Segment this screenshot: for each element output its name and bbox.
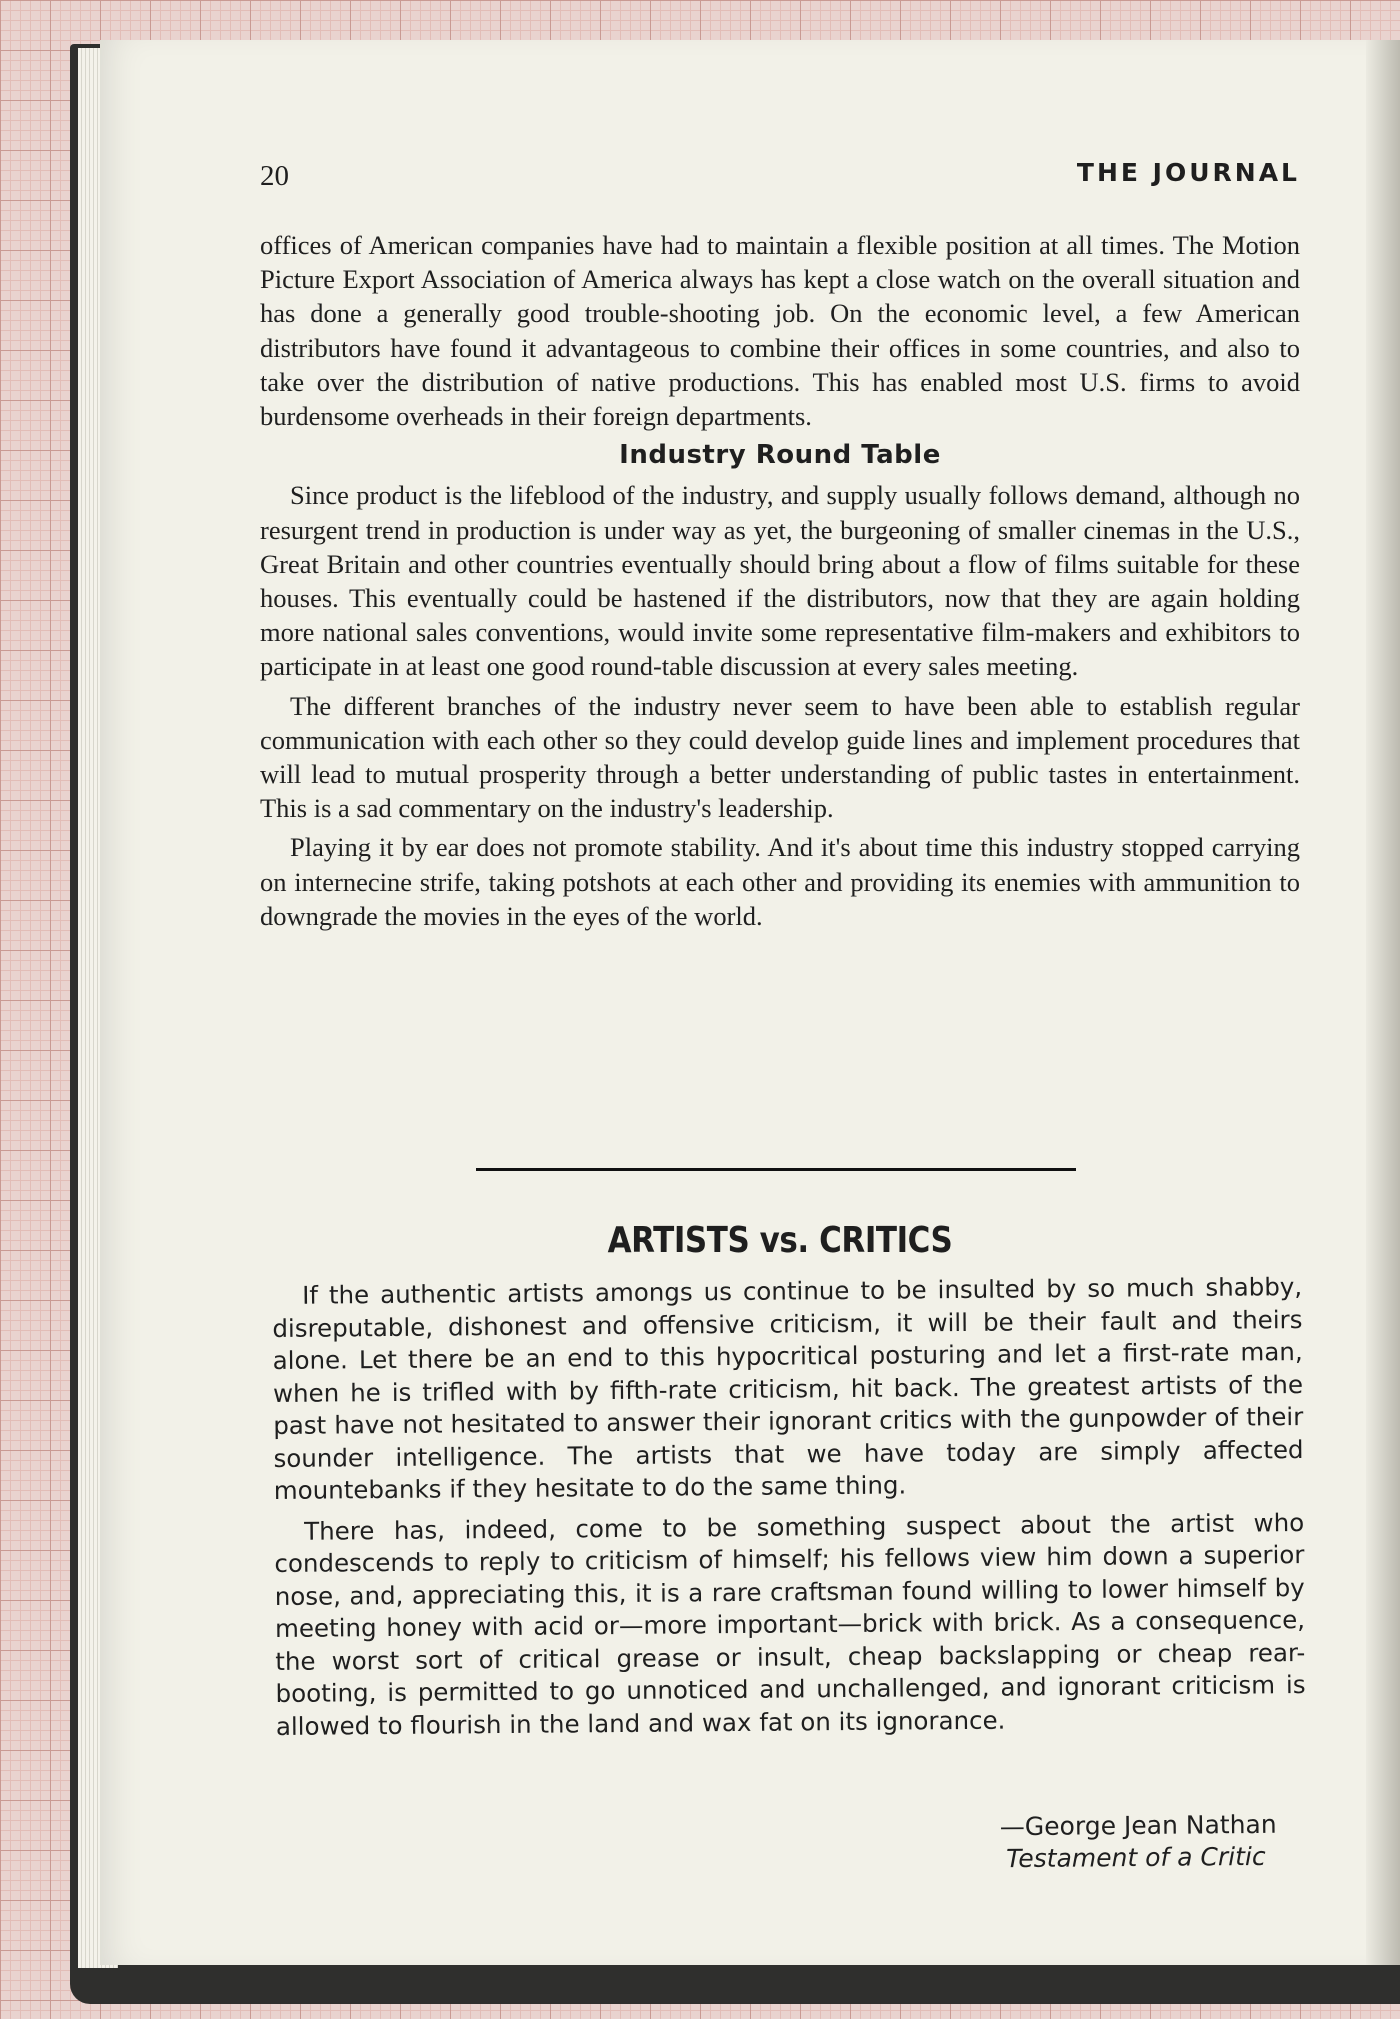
quote-paragraph: There has, indeed, come to be something suspect about the artist who condescends to reply to criticism of himself; his fellows view him down a superior nose, and, appreciating this, it is a rare craftsman found willing to lower himself by meeting honey with acid or—more important—brick with brick. As a consequence, the worst sort of critical grease or insult, cheap backslapping or cheap rear-booting, is permitted to go unnoticed and unchallenged, and ignorant criticism is allowed to flourish in the land and wax fat on its ignorance. — [274, 1507, 1306, 1741]
paragraph: The different branches of the industry never seem to have been able to establish regular communication with each other so they could develop guide lines and implement procedures that will lead to mutual prosperity through a better understanding of public tastes in entertainment. This is a sad commentary on the industry's leadership. — [260, 690, 1300, 824]
quotation — [272, 1271, 1306, 1751]
article-body — [260, 228, 1300, 938]
book-gutter — [1366, 40, 1400, 1965]
paragraph: Since product is the lifeblood of the industry, and supply usually follows demand, although no resurgent trend in production is under way as yet, the burgeoning of smaller cinemas in the U.S., Great Britain and other countries eventually should bring about a flow of films suitable for these houses. This eventually could be hastened if the distributors, now that they are again holding more national sales conventions, would invite some representative film-makers and exhibitors to participate in at least one good round-table discussion at every sales meeting. — [260, 480, 1300, 682]
page-number: 20 — [260, 160, 289, 192]
paragraph: Playing it by ear does not promote stability. And it's about time this industry stopped carrying on internecine strife, taking potshots at each other and providing its enemies with ammunition to downgrade the movies in the eyes of the world. — [260, 832, 1300, 931]
journal-page — [100, 40, 1400, 1965]
running-head: THE JOURNAL — [1076, 158, 1300, 187]
article-title: ARTISTS vs. CRITICS — [607, 1220, 953, 1261]
quote-paragraph: If the authentic artists amongs us continue to be insulted by so much shabby, disreputable, dishonest and offensive criticism, it will be their fault and theirs alone. Let there be an end to this hypocritical posturing and let a first-rate man, when he is trifled with by fifth-rate criticism, hit back. The greatest artists of the past have not hesitated to answer their ignorant critics with the gunpowder of their sounder intelligence. The artists that we have today are simply affected mountebanks if they hesitate to do the same thing. — [272, 1272, 1304, 1505]
divider-rule — [476, 1168, 1076, 1171]
attribution-author: —George Jean Nathan — [999, 1809, 1277, 1842]
attribution-work: Testament of a Critic — [1006, 1841, 1266, 1874]
section-heading: Industry Round Table — [619, 440, 941, 471]
paragraph: offices of American companies have had to maintain a flexible position at all times. The Motion Picture Export Association of America always has kept a close watch on the overall situation and has done a generally good trouble-shooting job. On the economic level, a few American distributors have found it advantageous to combine their offices in some countries, and also to take over the distribution of native productions. This has enabled most U.S. firms to avoid burdensome overheads in their foreign departments. — [260, 230, 1300, 432]
attribution — [1000, 1809, 1277, 1875]
